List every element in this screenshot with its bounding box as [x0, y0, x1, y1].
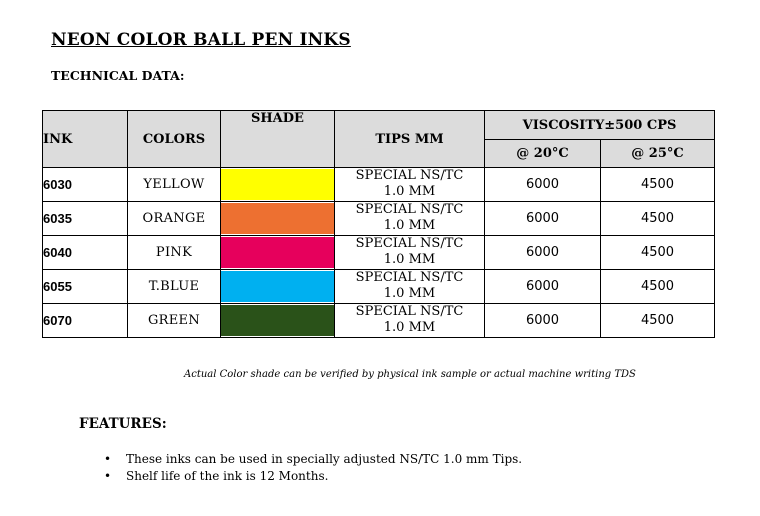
- tips-line-2: 1.0 MM: [383, 184, 436, 199]
- color-name: ORANGE: [128, 202, 221, 236]
- ink-code: 6070: [43, 304, 128, 338]
- tips-cell: [335, 236, 485, 270]
- table-row: [43, 202, 715, 236]
- features-heading: FEATURES:: [79, 416, 167, 432]
- technical-data-table: [42, 110, 715, 338]
- bullet-icon: •: [104, 452, 112, 466]
- feature-item: [104, 468, 522, 485]
- tips-cell: [335, 304, 485, 338]
- table-header-row: [43, 111, 715, 140]
- ink-code: 6055: [43, 270, 128, 304]
- shade-swatch: [221, 237, 334, 268]
- ink-code: 6040: [43, 236, 128, 270]
- technical-data-heading: TECHNICAL DATA:: [51, 68, 185, 83]
- color-name: PINK: [128, 236, 221, 270]
- shade-cell: [221, 270, 335, 304]
- tips-line-2: 1.0 MM: [383, 218, 436, 233]
- tips-line-2: 1.0 MM: [383, 286, 436, 301]
- tips-line-2: 1.0 MM: [383, 320, 436, 335]
- header-temp-20: @ 20°C: [485, 140, 601, 168]
- feature-text: These inks can be used in specially adjusted NS/TC 1.0 mm Tips.: [126, 452, 523, 466]
- tips-line-1: SPECIAL NS/TC: [355, 270, 464, 285]
- feature-text: Shelf life of the ink is 12 Months.: [126, 469, 329, 483]
- color-name: GREEN: [128, 304, 221, 338]
- tips-line-1: SPECIAL NS/TC: [355, 168, 464, 183]
- feature-item: [104, 451, 522, 468]
- shade-swatch: [221, 305, 334, 336]
- tips-cell: [335, 202, 485, 236]
- header-viscosity: VISCOSITY±500 CPS: [485, 111, 715, 140]
- viscosity-20: 6000: [485, 304, 601, 338]
- header-colors: COLORS: [128, 111, 221, 168]
- shade-swatch: [221, 271, 334, 302]
- table-row: [43, 236, 715, 270]
- viscosity-25: 4500: [601, 202, 715, 236]
- table-row: [43, 304, 715, 338]
- tips-line-1: SPECIAL NS/TC: [355, 236, 464, 251]
- shade-cell: [221, 168, 335, 202]
- shade-cell: [221, 202, 335, 236]
- shade-swatch: [221, 203, 334, 234]
- features-list: [104, 451, 522, 485]
- viscosity-20: 6000: [485, 236, 601, 270]
- viscosity-25: 4500: [601, 270, 715, 304]
- tips-line-1: SPECIAL NS/TC: [355, 304, 464, 319]
- shade-cell: [221, 304, 335, 338]
- table-row: [43, 270, 715, 304]
- header-shade: SHADE: [221, 111, 335, 168]
- color-name: YELLOW: [128, 168, 221, 202]
- viscosity-25: 4500: [601, 236, 715, 270]
- viscosity-25: 4500: [601, 304, 715, 338]
- shade-swatch: [221, 169, 334, 200]
- viscosity-20: 6000: [485, 168, 601, 202]
- tips-cell: [335, 168, 485, 202]
- viscosity-20: 6000: [485, 270, 601, 304]
- color-name: T.BLUE: [128, 270, 221, 304]
- ink-code: 6035: [43, 202, 128, 236]
- table-row: [43, 168, 715, 202]
- tips-line-2: 1.0 MM: [383, 252, 436, 267]
- tips-cell: [335, 270, 485, 304]
- header-ink: INK: [43, 111, 128, 168]
- viscosity-20: 6000: [485, 202, 601, 236]
- page-title: NEON COLOR BALL PEN INKS: [51, 30, 351, 50]
- shade-cell: [221, 236, 335, 270]
- shade-verification-note: Actual Color shade can be verified by physical ink sample or actual machine writing TDS: [184, 369, 636, 380]
- ink-code: 6030: [43, 168, 128, 202]
- viscosity-25: 4500: [601, 168, 715, 202]
- tips-line-1: SPECIAL NS/TC: [355, 202, 464, 217]
- bullet-icon: •: [104, 469, 112, 483]
- header-tips: TIPS MM: [335, 111, 485, 168]
- header-temp-25: @ 25°C: [601, 140, 715, 168]
